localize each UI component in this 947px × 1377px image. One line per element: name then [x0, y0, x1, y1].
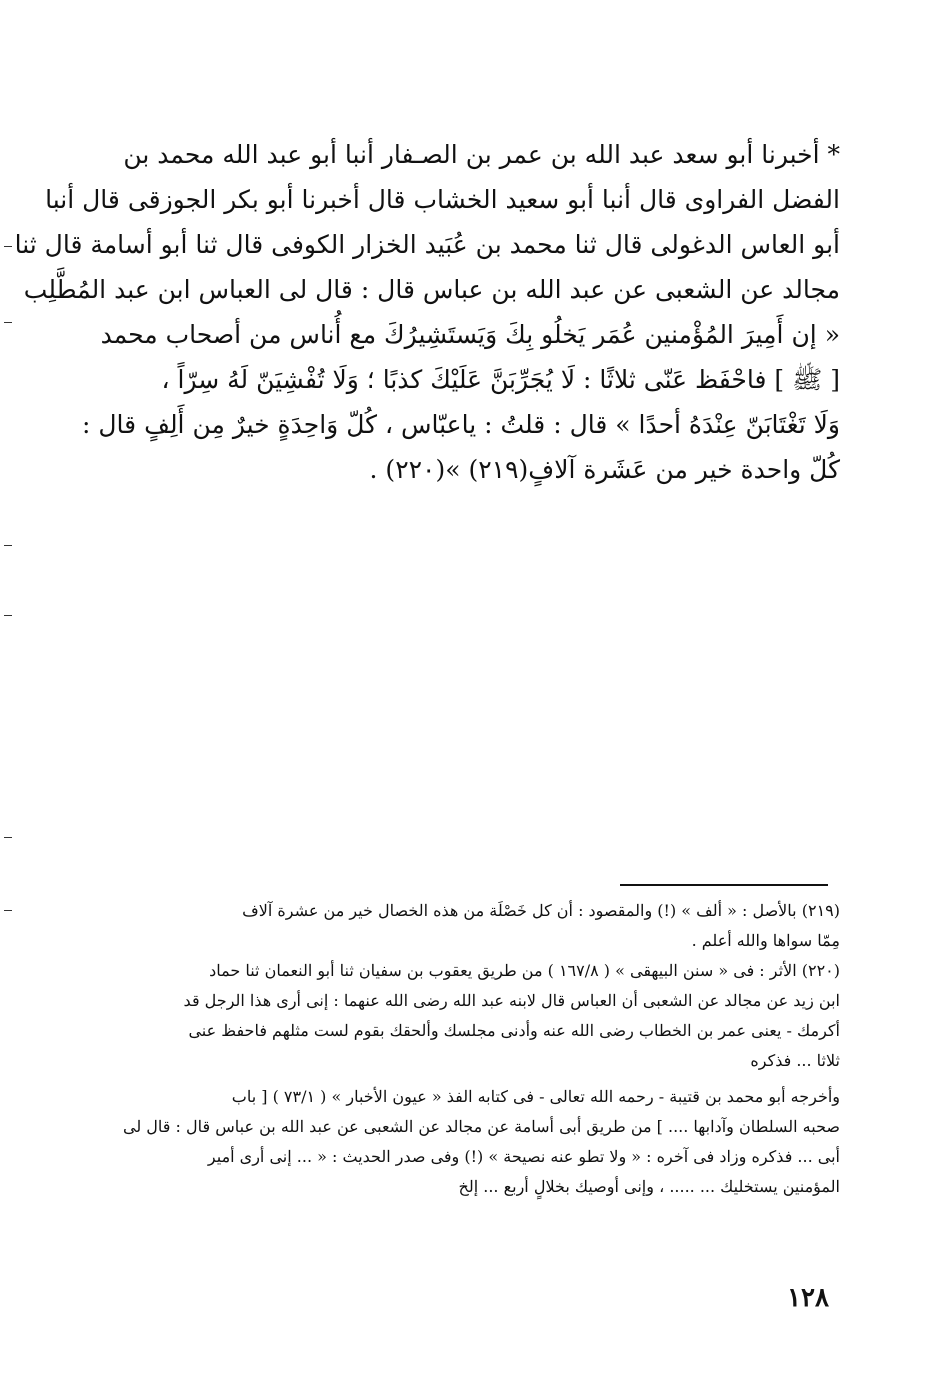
footnotes [123, 896, 840, 1202]
footnote-220-line: (٢٢٠) الأثر : فى « سنن البيهقى » ( ١٦٧/٨ ) من طريق يعقوب بن سفيان ثنا أبو النعمان ثنا حماد [209, 961, 840, 980]
footnote-220-line: أكرمك - يعنى عمر بن الخطاب رضى الله عنه وأدنى مجلسك وألحقك بقوم لست مثلهم فاحفظ عنى [188, 1021, 840, 1040]
main-line: * أخبرنا أبو سعد عبد الله بن عمر بن الصـفار أنبا أبو عبد الله محمد بن [123, 140, 840, 169]
scan-edge-mark [4, 837, 12, 838]
footnote-219-line: مِمّا سواها والله أعلم . [691, 931, 840, 950]
footnote-220-line: ثلاثا ... فذكره [750, 1051, 840, 1070]
main-line: كُلّ واحدة خير من عَشَرة آلافٍ(٢١٩) »(٢٢٠) . [369, 455, 840, 484]
scan-edge-mark [4, 910, 12, 911]
footnote-220-continuation-line: وأخرجه أبو محمد بن قتيبة - رحمه الله تعالى - فى كتابه الفذ « عيون الأخبار » ( ٧٣/١ ) [ باب [231, 1087, 840, 1106]
footnote-219-line: (٢١٩) بالأصل : « ألف » (!) والمقصود : أن كل خَصْلَة من هذه الخصال خير من عشرة آلاف [242, 901, 840, 920]
scan-edge-mark [4, 246, 12, 247]
footnote-220-continuation-line: أبى ... فذكره وزاد فى آخره : « ولا تطو عنه نصيحة » (!) وفى صدر الحديث : « ... إنى أرى أمير [207, 1147, 840, 1166]
footnote-separator [620, 884, 828, 886]
footnote-220-continuation-line: المؤمنين يستخليك ... ..... ، وإنى أوصيك بخلالٍ أربع ... إلخ [458, 1177, 840, 1196]
main-line: الفضل الفراوى قال أنبا أبو سعيد الخشاب قال أخبرنا أبو بكر الجوزقى قال أنبا [45, 185, 840, 214]
main-line: أبو العاس الدغولى قال ثنا محمد بن عُبَيد الخزار الكوفى قال ثنا أبو أسامة قال ثنا [14, 230, 840, 259]
footnote-220-line: ابن زيد عن مجالد عن الشعبى أن العباس قال لابنه عبد الله رضى الله عنهما : إنى أرى هذا الرجل قد [183, 991, 840, 1010]
scan-edge-mark [4, 322, 12, 323]
main-line: مجالد عن الشعبى عن عبد الله بن عباس قال : قال لى العباس ابن عبد المُطَّلِب [23, 275, 840, 304]
main-line: [ ﷺ ] فاحْفَظ عَنّى ثلاثًا : لَا يُجَرِّبَنَّ عَلَيْكَ كذبًا ؛ وَلَا تُفْشِيَنّ لَهُ سِرّاً ، [161, 365, 840, 394]
page-number: ١٢٨ [787, 1283, 829, 1313]
main-line: وَلَا تَغْتَابَنّ عِنْدَهُ أحدًا » قال : قلتُ : ياعبّاس ، كُلّ وَاحِدَةٍ خيرٌ مِن أَلِفٍ قال : [82, 410, 840, 439]
scan-edge-mark [4, 615, 12, 616]
main-text [14, 132, 840, 492]
main-line: « إن أَمِيرَ المُؤْمنين عُمَر يَخلُو بِكَ وَيَستَشِيرُكَ مع أُناس من أصحاب محمد [100, 320, 840, 349]
footnote-220-continuation-line: صحبه السلطان وآدابها .... ] من طريق أبى أسامة عن مجالد عن الشعبى عن عبد الله بن عباس قال : قال لى [123, 1117, 840, 1136]
scan-edge-mark [4, 545, 12, 546]
